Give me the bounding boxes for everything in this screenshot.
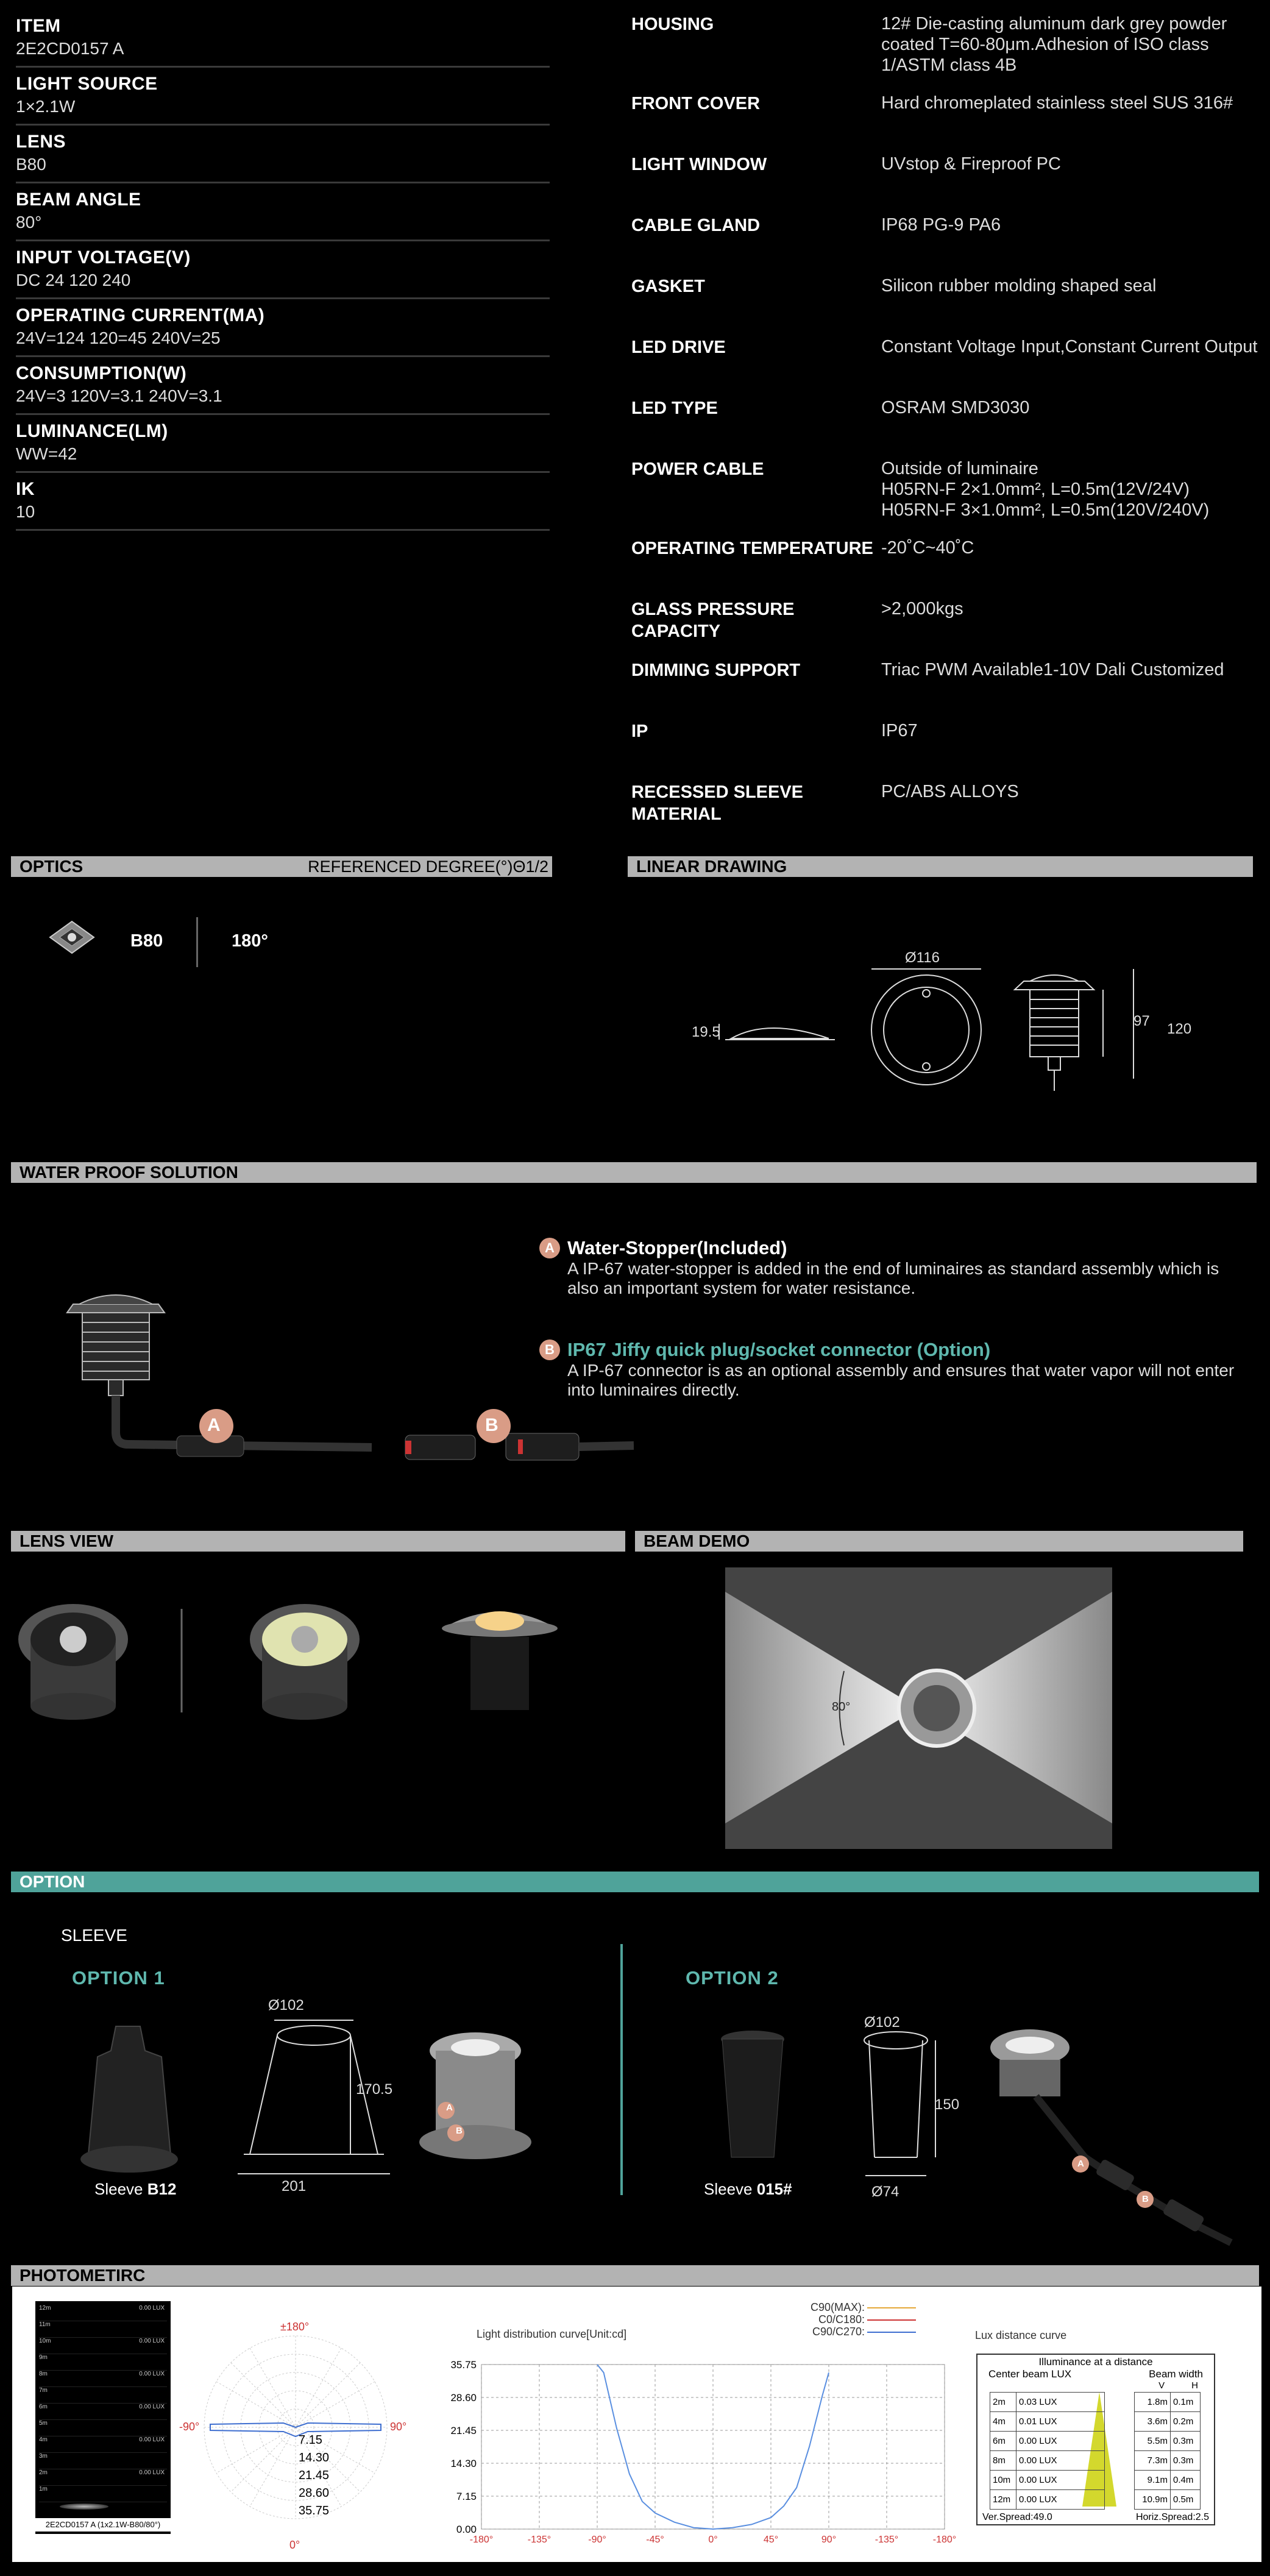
- lux-h-val: 0.3m: [1171, 2432, 1201, 2451]
- waterproof-text-a: [539, 1237, 1240, 1298]
- lux-spreads: [977, 2511, 1214, 2524]
- spec-value: Triac PWM Available1-10V Dali Customized: [881, 660, 1224, 679]
- y-tick-label: 14.30: [450, 2458, 477, 2469]
- o1-badge-a: A: [446, 2102, 453, 2113]
- x-tick-label: -180°: [932, 2535, 957, 2545]
- spec-label: LED DRIVE: [631, 338, 726, 357]
- lux-table-box: [976, 2354, 1215, 2525]
- legend-label: C90/C270:: [812, 2326, 865, 2338]
- mini-row: [39, 2354, 167, 2371]
- spec-label: OPERATING TEMPERATURE: [631, 539, 873, 558]
- mini-row: [39, 2371, 167, 2387]
- spec-value: 1×2.1W: [16, 97, 76, 116]
- mini-row-dist: 3m: [39, 2453, 48, 2460]
- mini-row: [39, 2486, 167, 2502]
- spec-label: LENS: [16, 132, 66, 152]
- waterproof-text-b: [539, 1339, 1240, 1400]
- lensview-images: [12, 1584, 585, 1725]
- spec-value: Silicon rubber molding shaped seal: [881, 276, 1157, 296]
- spec-left-list: [16, 13, 550, 534]
- option2-title: OPTION 2: [686, 1967, 779, 1989]
- y-tick-label: 28.60: [450, 2392, 477, 2404]
- x-tick-label: 90°: [821, 2535, 837, 2545]
- lux-value: 0.00 LUX: [1016, 2490, 1105, 2510]
- mini-title: 2E2CD0157 A (1x2.1W-B80/80°): [35, 2518, 171, 2532]
- lux-h: H: [1191, 2380, 1198, 2391]
- spec-value: IP68 PG-9 PA6: [881, 215, 1001, 235]
- spec-value: 24V=3 120V=3.1 240V=3.1: [16, 386, 222, 405]
- mini-row-dist: 8m: [39, 2371, 48, 2377]
- optics-title: OPTICS: [20, 857, 83, 876]
- spec-value: >2,000kgs: [881, 599, 963, 619]
- legend-swatch: [867, 2332, 916, 2333]
- waterproof-b-text: A IP-67 connector is as an optional assembly and ensures that water vapor will not enter into luminaires directly.: [567, 1361, 1235, 1399]
- mini-row-dist: 5m: [39, 2420, 48, 2427]
- legend-entry: [811, 2313, 916, 2326]
- spec-label: IP: [631, 722, 648, 741]
- lux-subheader: [977, 2368, 1214, 2380]
- spec-right-row: [631, 13, 1265, 93]
- spec-label: CONSUMPTION(W): [16, 363, 187, 383]
- lux-header: Illuminance at a distance: [1038, 2356, 1153, 2368]
- y-tick-label: 7.15: [456, 2491, 477, 2502]
- o2-name-pre: Sleeve: [704, 2180, 757, 2198]
- mini-row-lux: 0.00 LUX: [139, 2338, 165, 2344]
- lux-value: 0.00 LUX: [1016, 2471, 1105, 2490]
- spec-value: 12# Die-casting aluminum dark grey powder coated T=60-80μm.Adhesion of ISO class 1/ASTM class 4B: [881, 14, 1227, 75]
- o1-height: 170.5: [356, 2081, 393, 2098]
- spec-value: IP67: [881, 721, 918, 740]
- line-chart: [445, 2346, 957, 2563]
- lux-dist: 12m: [990, 2490, 1016, 2510]
- mini-row-lux: 0.00 LUX: [139, 2436, 165, 2443]
- spec-label: LIGHT WINDOW: [631, 155, 767, 174]
- lux-table-wrap: [977, 2391, 1214, 2511]
- spec-label: HOUSING: [631, 15, 714, 34]
- lux-v-val: 9.1m: [1135, 2471, 1171, 2490]
- o2-width: Ø74: [871, 2184, 899, 2200]
- polar-ring-label: 7.15: [299, 2433, 322, 2447]
- spec-value: 10: [16, 502, 35, 521]
- o1-width: 201: [282, 2178, 307, 2195]
- lux-value: 0.01 LUX: [1016, 2412, 1105, 2432]
- lux-dist: 4m: [990, 2412, 1016, 2432]
- chart-legend: [811, 2301, 916, 2338]
- legend-entry: [811, 2301, 916, 2313]
- lux-dist: 6m: [990, 2432, 1016, 2451]
- legend-swatch: [867, 2319, 916, 2321]
- lux-v-val: 3.6m: [1135, 2412, 1171, 2432]
- chart-title: Light distribution curve[Unit:cd]: [477, 2328, 627, 2340]
- spec-right-row: [631, 781, 1265, 842]
- lux-row: [990, 2490, 1201, 2510]
- optics-header: [11, 856, 552, 877]
- spec-right-row: [631, 154, 1265, 215]
- mini-row-dist: 4m: [39, 2436, 48, 2443]
- lux-value: 0.00 LUX: [1016, 2432, 1105, 2451]
- lux-row: [990, 2471, 1201, 2490]
- spec-left-row: [16, 245, 550, 299]
- spec-value: OSRAM SMD3030: [881, 398, 1030, 417]
- lux-dist: 8m: [990, 2451, 1016, 2471]
- spec-label: POWER CABLE: [631, 459, 764, 479]
- spec-label: DIMMING SUPPORT: [631, 661, 801, 680]
- mini-row-dist: 7m: [39, 2387, 48, 2394]
- lux-value: 0.00 LUX: [1016, 2451, 1105, 2471]
- lux-row: [990, 2412, 1201, 2432]
- mini-row: [39, 2305, 167, 2321]
- hor-spread: Horiz.Spread:2.5: [1135, 2512, 1209, 2522]
- mini-row: [39, 2420, 167, 2436]
- mini-row-dist: 10m: [39, 2338, 51, 2344]
- mini-row-dist: 2m: [39, 2469, 48, 2476]
- waterproof-title: WATER PROOF SOLUTION: [20, 1163, 238, 1182]
- mini-spot: [60, 2503, 108, 2510]
- optics-divider: [196, 917, 198, 967]
- mini-row: [39, 2338, 167, 2354]
- spec-label: LIGHT SOURCE: [16, 74, 158, 94]
- beam-demo-image: [725, 1567, 1112, 1849]
- spec-label: LUMINANCE(LM): [16, 421, 168, 441]
- polar-right: 90°: [390, 2421, 407, 2433]
- mini-row-lux: 0.00 LUX: [139, 2404, 165, 2410]
- spec-right-list: [631, 13, 1265, 842]
- option1-title: OPTION 1: [72, 1967, 165, 1989]
- linear-title: LINEAR DRAWING: [636, 857, 787, 876]
- spec-value: UVstop & Fireproof PC: [881, 154, 1061, 174]
- polar-left: -90°: [179, 2421, 200, 2433]
- mini-row-dist: 1m: [39, 2486, 48, 2493]
- legend-swatch: [867, 2307, 916, 2308]
- spec-right-row: [631, 538, 1265, 598]
- spec-label: GASKET: [631, 277, 705, 296]
- mini-row: [39, 2404, 167, 2420]
- spec-label: INPUT VOLTAGE(V): [16, 247, 191, 268]
- spec-left-row: [16, 71, 550, 126]
- mini-row-lux: 0.00 LUX: [139, 2371, 165, 2377]
- spec-right-row: [631, 458, 1265, 538]
- spec-label: OPERATING CURRENT(MA): [16, 305, 265, 325]
- mini-row: [39, 2387, 167, 2404]
- sleeve-label: SLEEVE: [61, 1926, 127, 1945]
- spec-value: 2E2CD0157 A: [16, 39, 124, 58]
- mini-row-dist: 9m: [39, 2354, 48, 2361]
- spec-label: CABLE GLAND: [631, 216, 761, 235]
- o2-height: 150: [935, 2096, 960, 2113]
- spec-right-row: [631, 336, 1265, 397]
- spec-label: ITEM: [16, 16, 61, 36]
- linear-h3: 120: [1167, 1021, 1192, 1037]
- polar-ring-label: 28.60: [299, 2486, 330, 2500]
- mini-isolux: [35, 2301, 171, 2534]
- spec-right-row: [631, 598, 1265, 659]
- optics-degree: 180°: [232, 931, 268, 951]
- spec-right-row: [631, 93, 1265, 154]
- mini-row: [39, 2436, 167, 2453]
- lux-h-val: 0.5m: [1171, 2490, 1201, 2510]
- photometric-title: PHOTOMETIRC: [20, 2266, 146, 2285]
- lux-v-val: 10.9m: [1135, 2490, 1171, 2510]
- lux-row: [990, 2451, 1201, 2471]
- spec-left-row: [16, 477, 550, 531]
- polar-ring-label: 35.75: [299, 2504, 330, 2517]
- polar-rings: [299, 2432, 329, 2520]
- spec-right-row: [631, 397, 1265, 458]
- polar-bottom: 0°: [289, 2539, 300, 2551]
- lux-h-val: 0.3m: [1171, 2451, 1201, 2471]
- o1-diameter: Ø102: [268, 1997, 304, 2014]
- option-divider: [620, 1944, 623, 2195]
- option1-illustration: [73, 2014, 548, 2191]
- lux-v-val: 7.3m: [1135, 2451, 1171, 2471]
- spec-right-row: [631, 275, 1265, 336]
- y-tick-label: 0.00: [456, 2524, 477, 2535]
- lensview-header: [11, 1531, 625, 1552]
- o2-name: [704, 2180, 792, 2199]
- lux-vh: [977, 2380, 1214, 2391]
- lux-value: 0.03 LUX: [1016, 2393, 1105, 2412]
- o1-name: [94, 2180, 176, 2199]
- mini-row: [39, 2453, 167, 2469]
- waterproof-a-title: Water-Stopper(Included): [567, 1237, 787, 1258]
- spec-left-row: [16, 419, 550, 473]
- x-tick-label: 0°: [708, 2535, 718, 2545]
- lux-width: Beam width: [1149, 2368, 1203, 2380]
- x-tick-label: -45°: [646, 2535, 664, 2545]
- x-tick-label: 45°: [763, 2535, 779, 2545]
- waterproof-header: [11, 1162, 1257, 1183]
- badge-a-icon: A: [539, 1238, 560, 1258]
- spec-value: DC 24 120 240: [16, 271, 131, 289]
- lux-h-val: 0.2m: [1171, 2412, 1201, 2432]
- lux-v-val: 1.8m: [1135, 2393, 1171, 2412]
- y-tick-label: 21.45: [450, 2425, 477, 2436]
- spec-label: BEAM ANGLE: [16, 190, 141, 210]
- lux-row: [990, 2432, 1201, 2451]
- beam-angle-label: 80°: [832, 1700, 851, 1714]
- mini-row-dist: 12m: [39, 2305, 51, 2312]
- badge-b-icon: B: [539, 1339, 560, 1360]
- spec-value: -20˚C~40˚C: [881, 538, 974, 558]
- linear-h2: 97: [1133, 1013, 1150, 1029]
- legend-entry: [811, 2326, 916, 2338]
- spec-right-row: [631, 659, 1265, 720]
- spec-value: PC/ABS ALLOYS: [881, 782, 1019, 801]
- o2-badge-a: A: [1077, 2159, 1084, 2169]
- optics-lens: B80: [130, 931, 163, 951]
- lux-center: Center beam LUX: [988, 2368, 1072, 2380]
- waterproof-badge-b-large: B: [485, 1415, 498, 1435]
- spec-left-row: [16, 13, 550, 68]
- o1-name-code: B12: [147, 2180, 177, 2198]
- waterproof-a-text: A IP-67 water-stopper is added in the end of luminaires as standard assembly which is also an important system for water resistance.: [567, 1259, 1219, 1297]
- option-header: [11, 1872, 1259, 1892]
- x-tick-label: -90°: [588, 2535, 606, 2545]
- lux-h-val: 0.1m: [1171, 2393, 1201, 2412]
- lux-dist: 10m: [990, 2471, 1016, 2490]
- spec-left-row: [16, 187, 550, 241]
- o2-name-code: 015#: [756, 2180, 792, 2198]
- waterproof-b-title: IP67 Jiffy quick plug/socket connector (Option): [567, 1339, 991, 1360]
- lux-table: [990, 2392, 1201, 2510]
- waterproof-badge-a-large: A: [207, 1415, 221, 1435]
- spec-value: 24V=124 120=45 240V=25: [16, 328, 221, 347]
- spec-left-row: [16, 129, 550, 183]
- spec-label: FRONT COVER: [631, 94, 761, 113]
- spec-label: IK: [16, 479, 35, 499]
- lensview-title: LENS VIEW: [20, 1531, 114, 1550]
- mini-row-dist: 11m: [39, 2321, 51, 2328]
- spec-value: B80: [16, 155, 46, 174]
- mini-row-lux: 0.00 LUX: [139, 2305, 165, 2312]
- mini-rows: [39, 2305, 167, 2502]
- lux-row: [990, 2393, 1201, 2412]
- spec-label: GLASS PRESSURE CAPACITY: [631, 600, 795, 641]
- option-title: OPTION: [20, 1872, 85, 1891]
- legend-label: C0/C180:: [818, 2313, 865, 2326]
- linear-d1: Ø116: [905, 949, 940, 966]
- y-tick-label: 35.75: [450, 2359, 477, 2371]
- x-tick-label: -135°: [527, 2535, 552, 2545]
- o2-badge-b: B: [1142, 2194, 1149, 2204]
- spec-left-row: [16, 303, 550, 357]
- lux-v: V: [1158, 2380, 1165, 2391]
- optics-ref: REFERENCED DEGREE(°)Θ1/2: [308, 857, 548, 876]
- spec-label: RECESSED SLEEVE MATERIAL: [631, 782, 804, 824]
- o2-diameter: Ø102: [864, 2014, 900, 2031]
- beamdemo-title: BEAM DEMO: [644, 1531, 750, 1550]
- polar-ring-label: 21.45: [299, 2469, 330, 2482]
- mini-row-lux: 0.00 LUX: [139, 2469, 165, 2476]
- mini-row-dist: 6m: [39, 2404, 48, 2410]
- spec-value: Outside of luminaire H05RN-F 2×1.0mm², L=0.5m(12V/24V) H05RN-F 3×1.0mm², L=0.5m(120V/240V): [881, 459, 1210, 520]
- spec-value: WW=42: [16, 444, 77, 463]
- polar-ring-label: 14.30: [299, 2451, 330, 2464]
- option2-illustration: [695, 2023, 1243, 2267]
- linear-header: [628, 856, 1253, 877]
- spec-value: 80°: [16, 213, 42, 232]
- lux-v-val: 5.5m: [1135, 2432, 1171, 2451]
- x-tick-label: -180°: [469, 2535, 494, 2545]
- legend-label: C90(MAX):: [811, 2301, 865, 2313]
- mini-row: [39, 2469, 167, 2486]
- lux-h-val: 0.4m: [1171, 2471, 1201, 2490]
- photometric-header: [11, 2265, 1259, 2286]
- x-tick-label: -135°: [874, 2535, 899, 2545]
- mini-row: [39, 2321, 167, 2338]
- polar-top: ±180°: [280, 2321, 310, 2333]
- o1-badge-b: B: [456, 2126, 463, 2136]
- spec-value: Constant Voltage Input,Constant Current Output: [881, 337, 1258, 357]
- spec-right-row: [631, 215, 1265, 275]
- ver-spread: Ver.Spread:49.0: [982, 2512, 1052, 2522]
- spec-right-row: [631, 720, 1265, 781]
- beamdemo-header: [635, 1531, 1243, 1552]
- spec-left-row: [16, 361, 550, 415]
- lux-dist: 2m: [990, 2393, 1016, 2412]
- lens-icon: [48, 919, 96, 956]
- spec-value: Hard chromeplated stainless steel SUS 316#: [881, 93, 1233, 113]
- linear-h1: 19.5: [692, 1024, 720, 1040]
- o1-name-pre: Sleeve: [94, 2180, 147, 2198]
- lux-title: Lux distance curve: [975, 2329, 1067, 2341]
- spec-label: LED TYPE: [631, 399, 718, 418]
